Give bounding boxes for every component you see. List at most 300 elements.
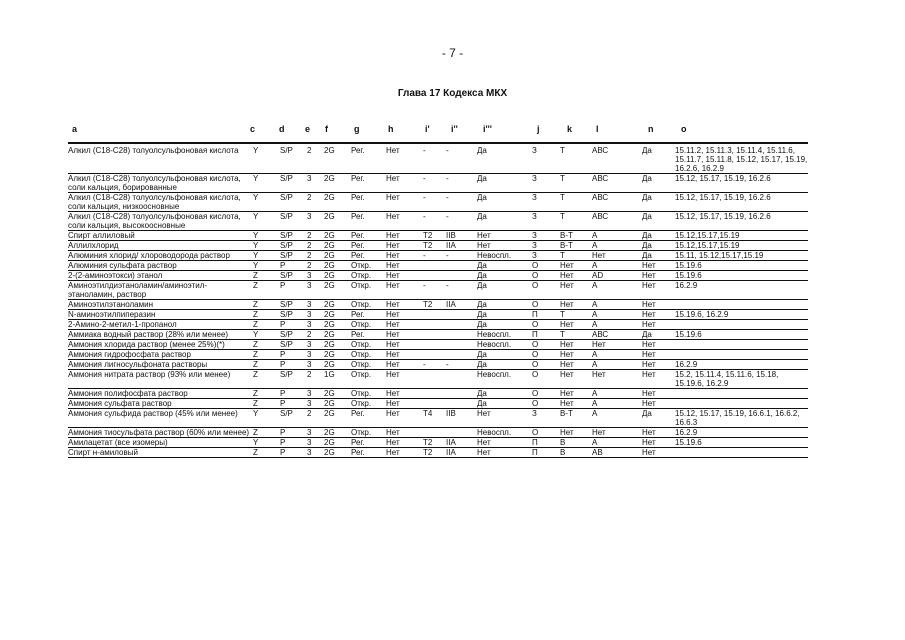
cell-e: 3: [307, 438, 324, 448]
cell-e: 3: [307, 320, 324, 330]
cell-e: 2: [307, 146, 324, 174]
cell-f: 2G: [324, 409, 351, 428]
cell-i3: Да: [477, 261, 532, 271]
cell-k: Т: [560, 310, 592, 320]
cell-g: Рег.: [351, 251, 386, 261]
cell-e: 3: [307, 212, 324, 231]
cell-c: Z: [253, 310, 280, 320]
cell-g: Рег.: [351, 438, 386, 448]
column-header: g: [354, 124, 360, 134]
cell-h: Нет: [386, 251, 423, 261]
cell-j: О: [532, 271, 560, 281]
cell-i3: Нет: [477, 241, 532, 251]
cell-i2: IIA: [446, 300, 477, 310]
table-row: [68, 281, 808, 300]
cell-g: Откр.: [351, 281, 386, 300]
cell-i2: -: [446, 174, 477, 193]
cell-i1: -: [423, 193, 446, 212]
cell-l: Нет: [592, 251, 642, 261]
cell-d: S/P: [280, 212, 307, 231]
cell-e: 2: [307, 370, 324, 389]
cell-o: 15.11, 15.12,15.17,15.19: [675, 251, 808, 261]
cell-j: О: [532, 350, 560, 360]
cell-i3: Да: [477, 310, 532, 320]
column-header: h: [388, 124, 394, 134]
cell-d: S/P: [280, 370, 307, 389]
column-header: o: [681, 124, 687, 134]
cell-a: 2-Амино-2-метил-1-пропанол: [68, 320, 253, 330]
cell-i2: [446, 399, 477, 409]
cell-d: S/P: [280, 174, 307, 193]
cell-i2: [446, 428, 477, 438]
cell-e: 3: [307, 174, 324, 193]
column-header: e: [305, 124, 311, 134]
cell-k: Нет: [560, 271, 592, 281]
cell-a: Алкил (С18-С28) толуолсульфоновая кислота: [68, 146, 253, 174]
column-header: d: [279, 124, 285, 134]
cell-i1: -: [423, 174, 446, 193]
cell-d: Р: [280, 448, 307, 458]
cell-i3: Да: [477, 271, 532, 281]
cell-n: Нет: [642, 360, 675, 370]
cell-n: Нет: [642, 350, 675, 360]
cell-h: Нет: [386, 174, 423, 193]
table-row: [68, 350, 808, 360]
cell-l: AD: [592, 271, 642, 281]
cell-l: АВС: [592, 174, 642, 193]
table-row: [68, 261, 808, 271]
cell-i3: Да: [477, 389, 532, 399]
cell-d: S/P: [280, 146, 307, 174]
table-row: [68, 320, 808, 330]
cell-i1: [423, 330, 446, 340]
cell-d: S/P: [280, 241, 307, 251]
cell-f: 1G: [324, 370, 351, 389]
cell-g: Рег.: [351, 174, 386, 193]
cell-i1: [423, 389, 446, 399]
cell-c: Z: [253, 448, 280, 458]
cell-i1: Т2: [423, 448, 446, 458]
cell-k: Нет: [560, 320, 592, 330]
cell-h: Нет: [386, 300, 423, 310]
cell-c: Z: [253, 370, 280, 389]
cell-i1: Т2: [423, 300, 446, 310]
cell-h: Нет: [386, 330, 423, 340]
cell-i2: [446, 320, 477, 330]
cell-f: 2G: [324, 310, 351, 320]
cell-c: Y: [253, 330, 280, 340]
column-header: c: [250, 124, 256, 134]
cell-j: О: [532, 261, 560, 271]
cell-c: Z: [253, 360, 280, 370]
cell-h: Нет: [386, 193, 423, 212]
cell-k: Нет: [560, 340, 592, 350]
cell-i3: Да: [477, 212, 532, 231]
cell-g: Рег.: [351, 146, 386, 174]
cell-o: 15.19.6, 16.2.9: [675, 310, 808, 320]
column-header: a: [72, 124, 78, 134]
cell-n: Да: [642, 146, 675, 174]
page-number: - 7 -: [441, 46, 464, 60]
cell-o: 16.2.9: [675, 360, 808, 370]
cell-i2: -: [446, 212, 477, 231]
cell-j: З: [532, 251, 560, 261]
cell-d: S/P: [280, 251, 307, 261]
cell-l: А: [592, 310, 642, 320]
table-row: [68, 241, 808, 251]
cell-o: [675, 300, 808, 310]
cell-h: Нет: [386, 310, 423, 320]
table-row: [68, 448, 808, 458]
cell-j: О: [532, 428, 560, 438]
cell-e: 3: [307, 360, 324, 370]
table-row: [68, 330, 808, 340]
cell-f: 2G: [324, 448, 351, 458]
column-header: j: [537, 124, 540, 134]
cell-n: Нет: [642, 261, 675, 271]
cell-l: АВ: [592, 448, 642, 458]
cell-e: 3: [307, 428, 324, 438]
cell-l: Нет: [592, 370, 642, 389]
header-rule: [68, 142, 808, 144]
cell-f: 2G: [324, 389, 351, 399]
cell-d: Р: [280, 399, 307, 409]
cell-f: 2G: [324, 300, 351, 310]
cell-i2: IIA: [446, 438, 477, 448]
cell-o: 16.2.9: [675, 428, 808, 438]
cell-l: А: [592, 360, 642, 370]
cell-n: Нет: [642, 438, 675, 448]
cell-j: П: [532, 438, 560, 448]
cell-f: 2G: [324, 174, 351, 193]
cell-i1: [423, 340, 446, 350]
cell-i3: Нет: [477, 438, 532, 448]
cell-h: Нет: [386, 281, 423, 300]
cell-e: 3: [307, 271, 324, 281]
cell-k: Нет: [560, 300, 592, 310]
cell-g: Откр.: [351, 340, 386, 350]
cell-n: Нет: [642, 340, 675, 350]
cell-f: 2G: [324, 193, 351, 212]
cell-h: Нет: [386, 409, 423, 428]
cell-o: [675, 399, 808, 409]
cell-f: 2G: [324, 438, 351, 448]
cell-a: Аммония тиосульфата раствор (60% или менее): [68, 428, 253, 438]
cell-h: Нет: [386, 370, 423, 389]
table-row: [68, 212, 808, 231]
cell-f: 2G: [324, 428, 351, 438]
cell-e: 2: [307, 261, 324, 271]
cell-j: О: [532, 370, 560, 389]
cell-e: 3: [307, 350, 324, 360]
cell-d: S/P: [280, 231, 307, 241]
cell-e: 2: [307, 251, 324, 261]
cell-k: Нет: [560, 281, 592, 300]
cell-e: 3: [307, 281, 324, 300]
cell-h: Нет: [386, 271, 423, 281]
cell-o: 15.19.6: [675, 271, 808, 281]
cell-c: Y: [253, 212, 280, 231]
cell-f: 2G: [324, 212, 351, 231]
cell-h: Нет: [386, 261, 423, 271]
cell-a: Аммония гидрофосфата раствор: [68, 350, 253, 360]
cell-i2: [446, 310, 477, 320]
cell-l: А: [592, 281, 642, 300]
cell-o: 15.19.6: [675, 261, 808, 271]
cell-i3: Невоспл.: [477, 428, 532, 438]
cell-f: 2G: [324, 271, 351, 281]
cell-h: Нет: [386, 428, 423, 438]
cell-f: 2G: [324, 360, 351, 370]
cell-i2: [446, 389, 477, 399]
cell-g: Рег.: [351, 241, 386, 251]
cell-k: В: [560, 438, 592, 448]
cell-i1: [423, 261, 446, 271]
cell-h: Нет: [386, 389, 423, 399]
cell-i2: [446, 261, 477, 271]
cell-i3: Да: [477, 174, 532, 193]
cell-d: Р: [280, 389, 307, 399]
cell-j: З: [532, 146, 560, 174]
cell-i3: Да: [477, 399, 532, 409]
cell-c: Y: [253, 261, 280, 271]
cell-i2: [446, 330, 477, 340]
cell-f: 2G: [324, 241, 351, 251]
cell-i1: -: [423, 360, 446, 370]
cell-k: Нет: [560, 428, 592, 438]
cell-i3: Невоспл.: [477, 330, 532, 340]
cell-g: Откр.: [351, 300, 386, 310]
cell-o: 15.2, 15.11.4, 15.11.6, 15.18, 15.19.6, 16.2.9: [675, 370, 808, 389]
cell-c: Z: [253, 428, 280, 438]
cell-n: Да: [642, 241, 675, 251]
cell-j: З: [532, 409, 560, 428]
cell-c: Y: [253, 193, 280, 212]
cell-n: Нет: [642, 281, 675, 300]
cell-o: 15.12,15.17,15.19: [675, 241, 808, 251]
cell-k: В-Т: [560, 409, 592, 428]
cell-c: Y: [253, 146, 280, 174]
cell-i1: [423, 370, 446, 389]
cell-d: S/P: [280, 409, 307, 428]
cell-n: Нет: [642, 399, 675, 409]
column-header: k: [567, 124, 573, 134]
cell-a: Аммония лигносульфоната растворы: [68, 360, 253, 370]
cell-f: 2G: [324, 281, 351, 300]
cell-e: 2: [307, 193, 324, 212]
cell-f: 2G: [324, 261, 351, 271]
cell-d: S/P: [280, 193, 307, 212]
table-row: [68, 174, 808, 193]
cell-o: 15.11.2, 15.11.3, 15.11.4, 15.11.6, 15.11.7, 15.11.8, 15.12, 15.17, 15.19, 16.2.6, 16.2.9: [675, 146, 808, 173]
cell-o: 15.12, 15.17, 15.19, 16.2.6: [675, 174, 808, 193]
table-row: [68, 340, 808, 350]
cell-f: 2G: [324, 340, 351, 350]
cell-i3: Да: [477, 350, 532, 360]
cell-k: Т: [560, 146, 592, 174]
cell-o: 15.19.6: [675, 330, 808, 340]
cell-c: Y: [253, 438, 280, 448]
cell-j: О: [532, 360, 560, 370]
cell-c: Z: [253, 271, 280, 281]
cell-o: [675, 340, 808, 350]
cell-n: Да: [642, 193, 675, 212]
cell-d: Р: [280, 281, 307, 300]
cell-f: 2G: [324, 146, 351, 174]
cell-g: Рег.: [351, 409, 386, 428]
column-header: i'': [451, 124, 458, 134]
cell-i3: Да: [477, 146, 532, 174]
cell-e: 3: [307, 389, 324, 399]
cell-i3: Нет: [477, 409, 532, 428]
cell-i1: [423, 271, 446, 281]
cell-i3: Да: [477, 193, 532, 212]
cell-i2: IIB: [446, 231, 477, 241]
cell-l: А: [592, 300, 642, 310]
column-header: f: [325, 124, 328, 134]
cell-n: Нет: [642, 310, 675, 320]
cell-h: Нет: [386, 340, 423, 350]
column-header: i': [425, 124, 430, 134]
cell-o: [675, 350, 808, 360]
cell-c: Z: [253, 320, 280, 330]
cell-i1: -: [423, 212, 446, 231]
cell-k: В-Т: [560, 231, 592, 241]
cell-h: Нет: [386, 241, 423, 251]
cell-o: 15.12, 15.17, 15.19, 16.2.6: [675, 193, 808, 212]
cell-e: 2: [307, 330, 324, 340]
cell-e: 3: [307, 310, 324, 320]
cell-i3: Да: [477, 320, 532, 330]
cell-f: 2G: [324, 399, 351, 409]
cell-j: З: [532, 241, 560, 251]
cell-i3: Невоспл.: [477, 251, 532, 261]
cell-d: S/P: [280, 330, 307, 340]
cell-n: Да: [642, 174, 675, 193]
cell-e: 2: [307, 231, 324, 241]
cell-n: Нет: [642, 448, 675, 458]
cell-g: Рег.: [351, 212, 386, 231]
table-row: [68, 310, 808, 320]
cell-l: А: [592, 241, 642, 251]
cargo-table: [68, 146, 808, 458]
cell-f: 2G: [324, 320, 351, 330]
cell-g: Откр.: [351, 389, 386, 399]
cell-i1: Т4: [423, 409, 446, 428]
cell-n: Нет: [642, 389, 675, 399]
cell-n: Нет: [642, 320, 675, 330]
cell-h: Нет: [386, 438, 423, 448]
cell-o: 15.12,15.17,15.19: [675, 231, 808, 241]
cell-i3: Нет: [477, 448, 532, 458]
cell-n: Нет: [642, 271, 675, 281]
cell-i1: [423, 350, 446, 360]
cell-i2: -: [446, 281, 477, 300]
cell-a: Аммония полифосфата раствор: [68, 389, 253, 399]
cell-i2: IIA: [446, 241, 477, 251]
cell-g: Откр.: [351, 360, 386, 370]
cell-o: 16.2.9: [675, 281, 808, 300]
cell-i1: -: [423, 251, 446, 261]
cell-i1: -: [423, 281, 446, 300]
cell-f: 2G: [324, 330, 351, 340]
cell-i2: [446, 271, 477, 281]
cell-c: Y: [253, 174, 280, 193]
cell-l: А: [592, 389, 642, 399]
table-row: [68, 271, 808, 281]
cell-a: Аминоэтилдиэтаноламин/аминоэтил-этаноламин, раствор: [68, 281, 253, 300]
cell-c: Z: [253, 300, 280, 310]
cell-l: А: [592, 350, 642, 360]
cell-l: АВС: [592, 146, 642, 174]
cell-g: Откр.: [351, 350, 386, 360]
cell-g: Рег.: [351, 193, 386, 212]
cell-a: 2-(2-аминоэтокси) этанол: [68, 271, 253, 281]
cell-i2: IIA: [446, 448, 477, 458]
cell-j: З: [532, 231, 560, 241]
cell-e: 2: [307, 241, 324, 251]
table-row: [68, 438, 808, 448]
cell-l: АВС: [592, 193, 642, 212]
cell-n: Нет: [642, 300, 675, 310]
cell-a: Спирт н-амиловый: [68, 448, 253, 458]
cell-i1: -: [423, 146, 446, 174]
cell-k: Нет: [560, 261, 592, 271]
cell-l: А: [592, 261, 642, 271]
cell-i2: [446, 340, 477, 350]
cell-j: З: [532, 193, 560, 212]
cell-i3: Да: [477, 300, 532, 310]
cell-f: 2G: [324, 251, 351, 261]
cell-h: Нет: [386, 320, 423, 330]
cell-g: Откр.: [351, 370, 386, 389]
cell-j: П: [532, 448, 560, 458]
table-row: [68, 231, 808, 241]
cell-l: А: [592, 231, 642, 241]
cell-j: П: [532, 330, 560, 340]
cell-j: О: [532, 300, 560, 310]
cell-h: Нет: [386, 231, 423, 241]
cell-j: О: [532, 340, 560, 350]
table-row: [68, 399, 808, 409]
cell-o: 15.19.6: [675, 438, 808, 448]
cell-d: S/P: [280, 340, 307, 350]
cell-a: Алюминия сульфата раствор: [68, 261, 253, 271]
cell-g: Откр.: [351, 271, 386, 281]
cell-i3: Нет: [477, 231, 532, 241]
cell-j: З: [532, 212, 560, 231]
table-row: [68, 300, 808, 310]
cell-c: Y: [253, 231, 280, 241]
cell-g: Рег.: [351, 330, 386, 340]
cell-k: Нет: [560, 370, 592, 389]
cell-a: Аллилхлорид: [68, 241, 253, 251]
cell-c: Z: [253, 340, 280, 350]
cell-i3: Невоспл.: [477, 340, 532, 350]
cell-l: АВС: [592, 212, 642, 231]
cell-g: Рег.: [351, 448, 386, 458]
cell-i1: Т2: [423, 241, 446, 251]
cell-l: А: [592, 438, 642, 448]
cell-n: Да: [642, 409, 675, 428]
cell-k: В-Т: [560, 241, 592, 251]
cell-k: Нет: [560, 399, 592, 409]
cell-n: Да: [642, 251, 675, 261]
cell-j: О: [532, 399, 560, 409]
cell-d: Р: [280, 350, 307, 360]
cell-d: Р: [280, 360, 307, 370]
cell-h: Нет: [386, 399, 423, 409]
